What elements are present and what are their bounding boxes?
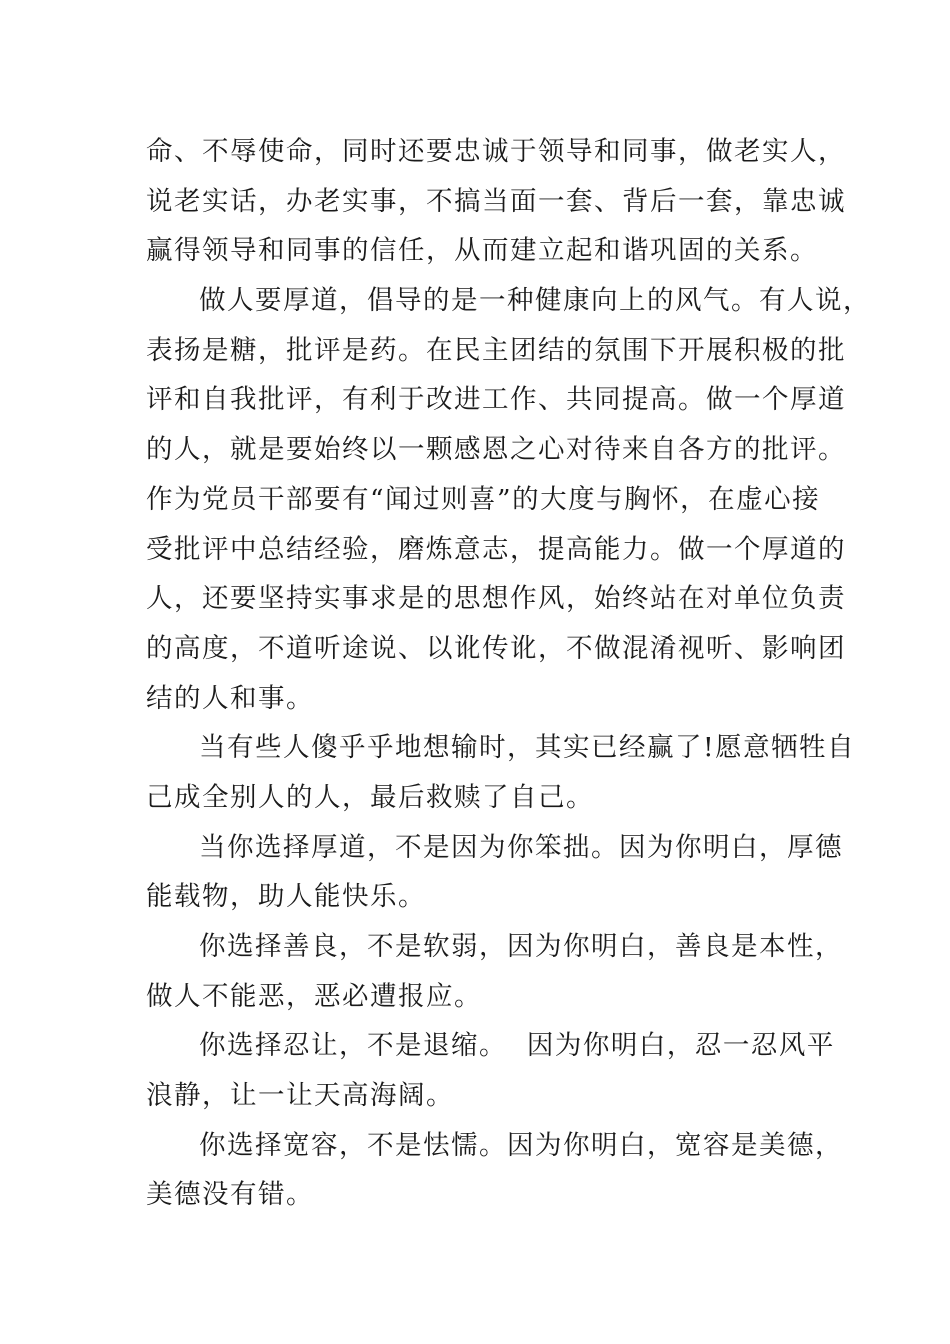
paragraph-first-line: 你选择忍让，不是退缩。 因为你明白，忍一忍风平 <box>199 1030 835 1062</box>
text-line: 人，还要坚持实事求是的思想作风，始终站在对单位负责 <box>146 583 846 615</box>
paragraph-first-line: 当有些人傻乎乎地想输时，其实已经赢了!愿意牺牲自 <box>199 732 856 764</box>
paragraph-first-line: 做人要厚道，倡导的是一种健康向上的风气。有人说， <box>199 285 871 317</box>
text-line: 说老实话，办老实事，不搞当面一套、背后一套，靠忠诚 <box>146 185 846 217</box>
text-line: 的人，就是要始终以一颗感恩之心对待来自各方的批评。 <box>146 434 846 466</box>
text-line: 评和自我批评，有利于改进工作、共同提高。做一个厚道 <box>146 384 846 416</box>
text-line: 命、不辱使命，同时还要忠诚于领导和同事，做老实人， <box>146 136 846 167</box>
text-line: 美德没有错。 <box>146 1179 314 1211</box>
text-line: 能载物，助人能快乐。 <box>146 881 426 913</box>
text-line: 己成全别人的人，最后救赎了自己。 <box>146 781 594 813</box>
paragraph-first-line: 当你选择厚道，不是因为你笨拙。因为你明白，厚德 <box>199 831 843 863</box>
paragraph-first-line: 你选择善良，不是软弱，因为你明白，善良是本性， <box>199 931 843 962</box>
text-line: 赢得领导和同事的信任，从而建立起和谐巩固的关系。 <box>146 235 818 267</box>
text-line: 表扬是糖，批评是药。在民主团结的氛围下开展积极的批 <box>146 334 846 366</box>
paragraph-first-line: 你选择宽容，不是怯懦。因为你明白，宽容是美德， <box>199 1129 843 1161</box>
text-line: 做人不能恶，恶必遭报应。 <box>146 980 482 1012</box>
text-line: 浪静，让一让天高海阔。 <box>146 1080 454 1112</box>
text-line: 受批评中总结经验，磨炼意志，提高能力。做一个厚道的 <box>146 533 846 565</box>
text-line: 的高度，不道听途说、以讹传讹，不做混淆视听、影响团 <box>146 632 846 664</box>
text-line: 结的人和事。 <box>146 682 314 714</box>
body-text <box>146 127 871 1220</box>
text-line: 作为党员干部要有“闻过则喜”的大度与胸怀，在虚心接 <box>146 483 821 515</box>
